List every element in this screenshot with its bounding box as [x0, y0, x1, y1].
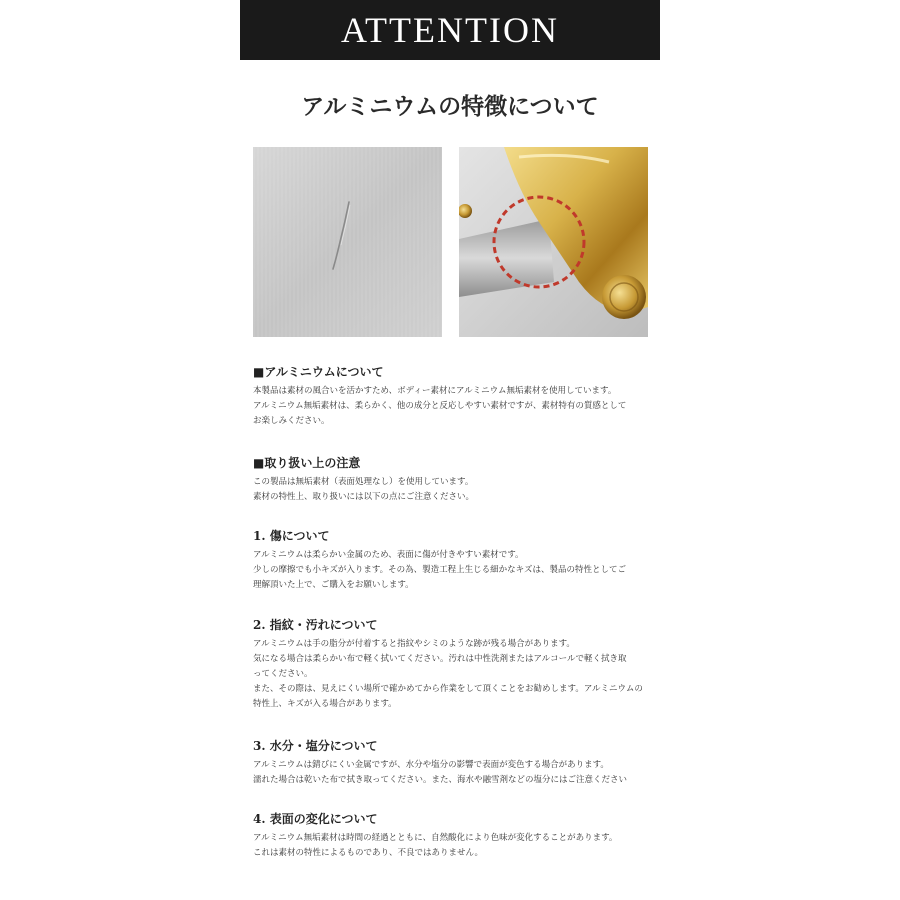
section-text: アルミニウムは柔らかい金属のため、表面に傷が付きやすい素材です。 — [253, 550, 524, 560]
section-moisture — [253, 738, 653, 788]
section-text: 素材の特性上、取り扱いには以下の点にご注意ください。 — [253, 492, 475, 502]
section-scratches — [253, 528, 653, 593]
section-text: 濡れた場合は乾いた布で拭き取ってください。また、海水や融雪剤などの塩分にはご注意ください — [253, 775, 628, 785]
section-text: アルミニウムは錆びにくい金属ですが、水分や塩分の影響で表面が変色する場合があります。 — [253, 760, 609, 770]
banner-title: ATTENTION — [341, 10, 559, 50]
section-text: 気になる場合は柔らかい布で軽く拭いてください。汚れは中性洗剤またはアルコールで軽く拭き取 — [253, 654, 627, 664]
section-text: お楽しみください。 — [253, 416, 330, 426]
section-text: アルミニウムは手の脂分が付着すると指紋やシミのような跡が残る場合があります。 — [253, 639, 575, 649]
section-title: 2. 指紋・汚れについて — [253, 618, 378, 632]
section-text: 理解頂いた上で、ご購入をお願いします。 — [253, 580, 414, 590]
attention-banner — [240, 0, 660, 60]
section-title: ■取り扱い上の注意 — [253, 456, 361, 470]
section-handling — [253, 455, 653, 505]
section-title: 3. 水分・塩分について — [253, 739, 378, 753]
section-title: 1. 傷について — [253, 529, 330, 543]
section-fingerprints — [253, 617, 653, 712]
section-text: 少しの摩擦でも小キズが入ります。その為、製造工程上生じる細かなキズは、製品の特性としてご — [253, 565, 626, 575]
section-aluminum — [253, 364, 653, 429]
section-text: この製品は無垢素材（表面処理なし）を使用しています。 — [253, 477, 474, 487]
page-heading: アルミニウムの特徴について — [301, 93, 599, 120]
section-text: ってください。 — [253, 669, 313, 679]
section-text: アルミニウム無垢素材は、柔らかく、他の成分と反応しやすい素材ですが、素材特有の質感として — [253, 401, 627, 411]
section-text: また、その際は、見えにくい場所で確かめてから作業をして頂くことをお勧めします。アルミニウムの — [253, 684, 643, 694]
section-text: 特性上、キズが入る場合があります。 — [253, 699, 397, 709]
section-title: ■アルミニウムについて — [253, 365, 384, 379]
gold-hardware-photo — [459, 147, 648, 337]
aluminum-scratch-photo — [253, 147, 442, 337]
section-text: アルミニウム無垢素材は時間の経過とともに、自然酸化により色味が変化することがあります。 — [253, 833, 618, 843]
section-title: 4. 表面の変化について — [253, 812, 378, 826]
section-surface-change — [253, 811, 653, 861]
section-text: 本製品は素材の風合いを活かすため、ボディー素材にアルミニウム無垢素材を使用しています。 — [253, 386, 617, 396]
section-text: これは素材の特性によるものであり、不良ではありません。 — [253, 848, 484, 858]
